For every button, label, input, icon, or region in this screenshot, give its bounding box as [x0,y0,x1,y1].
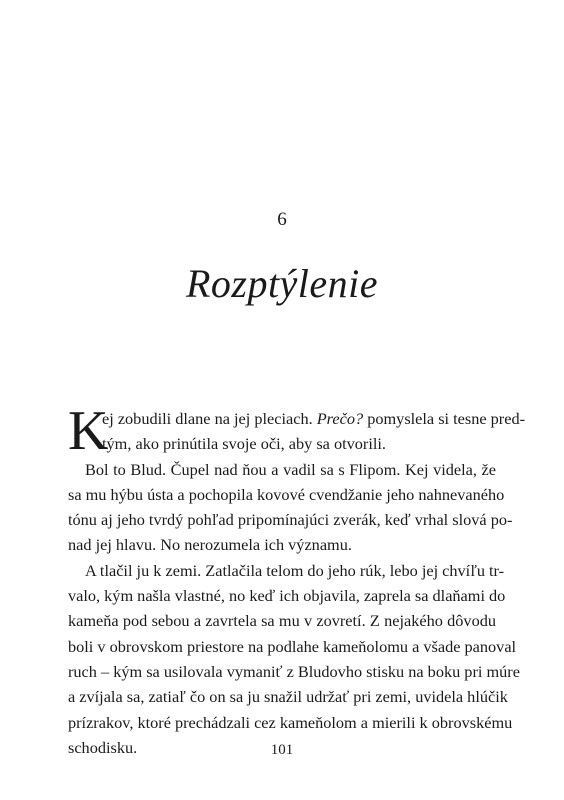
drop-cap: K [68,400,109,462]
text-line: boli v obrovskom priestore na podlahe kameňolomu a všade panoval [68,636,517,656]
text-line: sa mu hýbu ústa a pochopila kovové cvendžanie jeho nahnevaného [68,484,505,504]
chapter-number: 6 [277,209,287,230]
text-fragment: ej zobudili dlane na jej pleciach. [102,409,317,428]
body-text [68,400,526,760]
text-line: ruch – kým sa usilovala vymaniť z Bludovho stisku na boku pri múre [68,661,520,681]
text-line: nad jej hlavu. No nerozumela ich významu. [68,535,352,555]
page-number: 101 [270,742,294,758]
text-line: A tlačil ju k zemi. Zatlačila telom do jeho rúk, lebo jej chvíľu tr- [85,560,505,580]
text-line: a zvíjala sa, zatiaľ čo on sa ju snažil udržať pri zemi, uvidela hlúčik [68,687,508,707]
text-line: tým, ako prinútila svoje oči, aby sa otvorili. [102,434,386,454]
italic-emphasis: Prečo? [316,409,364,428]
text-line: prízrakov, ktoré prechádzali cez kameňolom a mierili k obrovskému [68,712,513,732]
chapter-title: Rozptýlenie [185,261,379,306]
text-fragment: pomyslela si tesne pred- [363,409,526,428]
text-line: kameňa pod sebou a zavrtela sa mu v zovretí. Z nejakého dôvodu [68,611,496,631]
text-line: Bol to Blud. Čupel nad ňou a vadil sa s Flipom. Kej videla, že [85,459,496,479]
text-line: valo, kým našla vlastné, no keď ich objavila, zaprela sa dlaňami do [68,586,506,606]
text-line: schodisku. [68,737,138,757]
text-line: tónu aj jeho tvrdý pohľad pripomínajúci zverák, keď vrhal slová po- [68,510,513,530]
